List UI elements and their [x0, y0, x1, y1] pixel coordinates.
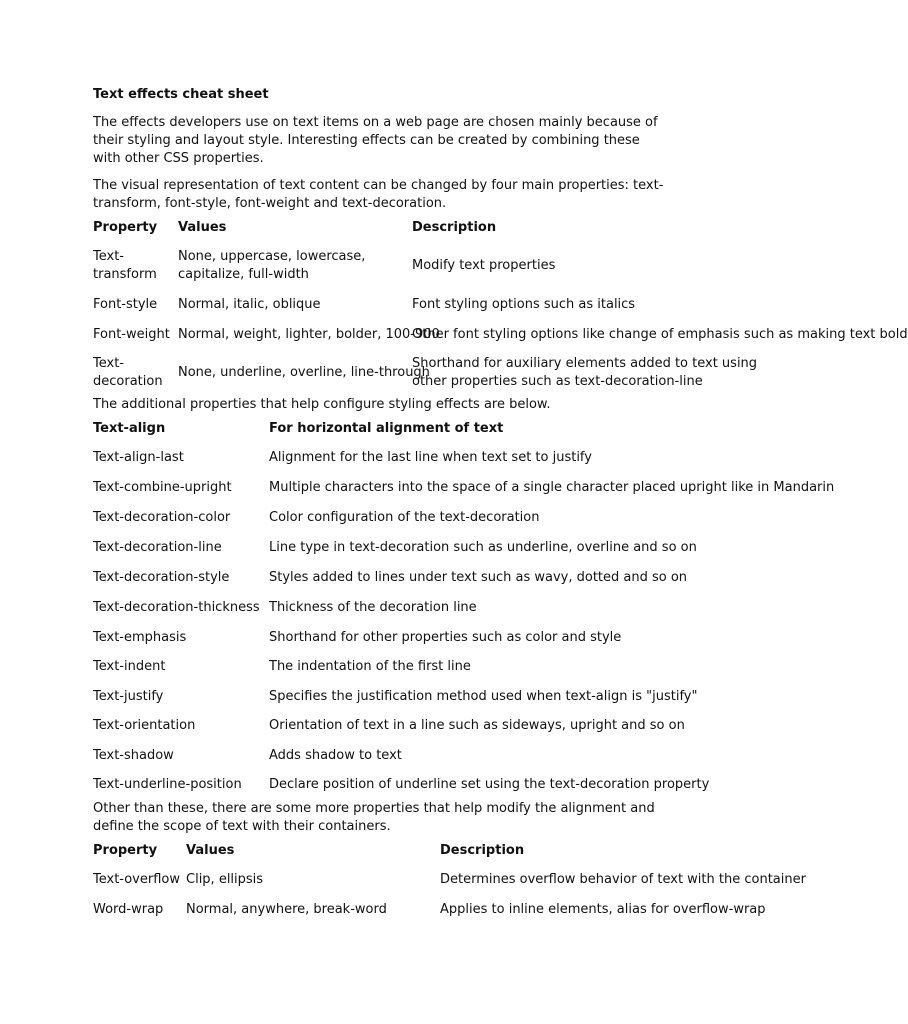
- cell-property: Text-combine-upright: [93, 480, 232, 495]
- table-row: [93, 533, 783, 563]
- cell-description: Determines overflow behavior of text with the container: [440, 872, 806, 887]
- table-row: [93, 623, 783, 652]
- cell-property: Font-style: [93, 297, 158, 312]
- cell-values: None, underline, overline, line-through: [178, 365, 430, 380]
- cell-description: Thickness of the decoration line: [269, 600, 477, 615]
- cell-values: Clip, ellipsis: [186, 872, 264, 887]
- cell-property: Word-wrap: [93, 902, 164, 917]
- table-row: [93, 320, 783, 350]
- intro-paragraph-2: The visual representation of text content can be changed by four main properties: text-transform, font-style, font-weight and text-decoration.: [93, 178, 664, 211]
- cell-property: Text-decoration: [93, 356, 163, 389]
- intro-paragraph-1: The effects developers use on text items on a web page are chosen mainly because of their styling and layout style. Interesting effects can be created by combining these with other CSS properties.: [93, 115, 658, 166]
- table-row: [93, 593, 783, 623]
- header-property: Property: [93, 842, 158, 858]
- cell-property: Text-decoration-thickness: [93, 600, 260, 615]
- cell-description: Declare position of underline set using the text-decoration property: [269, 777, 710, 792]
- header-description: Description: [440, 842, 525, 858]
- table-row: [93, 682, 783, 711]
- header-text-align: Text-align: [93, 420, 166, 436]
- cell-description: Font styling options such as italics: [412, 297, 636, 312]
- table-row: [93, 503, 783, 533]
- cell-description: Multiple characters into the space of a single character placed upright like in Mandarin: [269, 480, 835, 495]
- cell-description: Styles added to lines under text such as wavy, dotted and so on: [269, 570, 688, 585]
- cell-values: None, uppercase, lowercase, capitalize, full-width: [178, 249, 366, 282]
- cell-description: The indentation of the first line: [269, 659, 471, 674]
- table-row: [93, 770, 783, 800]
- cell-description: Specifies the justification method used when text-align is "justify": [269, 688, 698, 704]
- table-row: [93, 865, 783, 895]
- header-description: Description: [412, 219, 497, 235]
- cell-values: Normal, anywhere, break-word: [186, 902, 387, 917]
- cell-property: Text-justify: [93, 688, 164, 704]
- table-row: [93, 350, 783, 396]
- cell-description: Applies to inline elements, alias for overflow-wrap: [440, 902, 766, 917]
- cell-property: Text-decoration-color: [93, 510, 231, 525]
- cell-description: Shorthand for auxiliary elements added to text using other properties such as text-decoration-line: [412, 356, 758, 389]
- cell-property: Text-decoration-line: [93, 540, 222, 555]
- cell-property: Text-orientation: [93, 718, 196, 733]
- cell-property: Text-transform: [93, 249, 157, 282]
- cell-description: Alignment for the last line when text set to justify: [269, 450, 592, 465]
- table-header-row: [93, 213, 783, 242]
- header-values: Values: [186, 842, 235, 858]
- middle-paragraph: The additional properties that help configure styling effects are below.: [93, 397, 551, 412]
- table-row: [93, 652, 783, 682]
- cell-values: Normal, weight, lighter, bolder, 100-900: [178, 327, 440, 342]
- table-row: [93, 711, 783, 741]
- cell-property: Text-align-last: [93, 450, 184, 465]
- cell-description: Line type in text-decoration such as underline, overline and so on: [269, 540, 697, 555]
- cell-description: Orientation of text in a line such as sideways, upright and so on: [269, 718, 685, 733]
- table-row: [93, 563, 783, 593]
- cell-description: Color configuration of the text-decoration: [269, 510, 540, 525]
- overflow-properties-table: [93, 836, 806, 925]
- header-values: Values: [178, 219, 227, 235]
- cell-values: Normal, italic, oblique: [178, 297, 321, 312]
- table-row: [93, 473, 783, 503]
- table-row: [93, 290, 783, 320]
- cell-property: Text-underline-position: [93, 777, 242, 792]
- cell-description: Modify text properties: [412, 258, 556, 273]
- table-row: [93, 242, 783, 290]
- cell-property: Text-decoration-style: [93, 570, 230, 585]
- table-row: [93, 741, 783, 770]
- cell-property: Font-weight: [93, 327, 170, 342]
- cell-description: Adds shadow to text: [269, 747, 402, 763]
- cell-property: Text-indent: [93, 659, 166, 674]
- header-property: Property: [93, 219, 158, 235]
- table-header-row: [93, 414, 783, 443]
- table-row: [93, 443, 783, 473]
- cell-description: Shorthand for other properties such as color and style: [269, 629, 622, 645]
- closing-paragraph: Other than these, there are some more properties that help modify the alignment and define the scope of text with their containers.: [93, 801, 655, 834]
- cell-property: Text-shadow: [93, 747, 174, 763]
- additional-properties-table: [93, 414, 835, 800]
- table-row: [93, 895, 783, 925]
- cell-description: Other font styling options like change of emphasis such as making text bold: [412, 327, 908, 342]
- header-horizontal-alignment: For horizontal alignment of text: [269, 420, 504, 436]
- document-page: [93, 86, 908, 925]
- text-properties-table: [93, 213, 908, 396]
- document-title: Text effects cheat sheet: [93, 87, 269, 102]
- cell-property: Text-emphasis: [93, 629, 187, 645]
- cell-property: Text-overflow: [93, 872, 180, 887]
- table-header-row: [93, 836, 783, 865]
